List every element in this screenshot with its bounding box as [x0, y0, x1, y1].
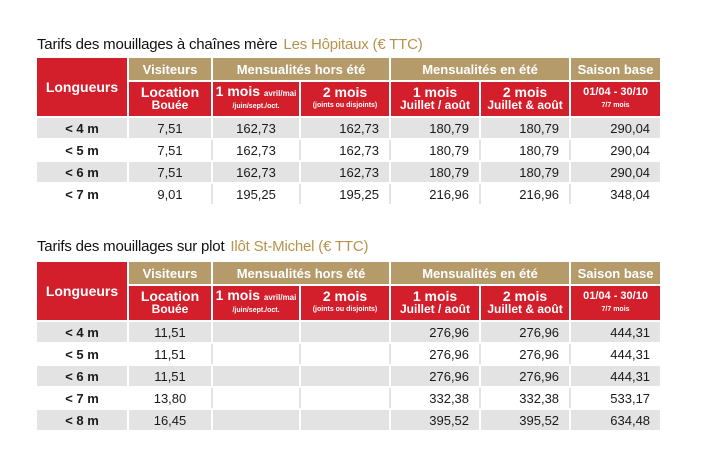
deux-mois-ete-label: 2 mois — [502, 84, 548, 100]
cell-hors1 — [212, 365, 300, 387]
cell-ete1: 332,38 — [390, 387, 480, 409]
cell-hors2: 162,73 — [300, 117, 390, 139]
joints-label: (joints ou disjoints) — [312, 102, 378, 109]
cell-ete2: 180,79 — [480, 139, 570, 161]
tariff-table-chaines — [37, 58, 660, 206]
cell-hors2 — [300, 365, 390, 387]
header-un-mois-ete — [390, 285, 480, 321]
saison-dates-label: 01/04 - 30/10 — [583, 290, 648, 302]
cell-ete1: 276,96 — [390, 365, 480, 387]
bouee-label: Bouée — [151, 98, 189, 112]
header-row-groups — [37, 262, 660, 285]
bouee-label: Bouée — [151, 302, 189, 316]
cell-ete2: 180,79 — [480, 117, 570, 139]
un-mois-ete-label: 1 mois — [412, 84, 458, 100]
cell-ete2: 216,96 — [480, 183, 570, 205]
cell-hors1 — [212, 409, 300, 431]
header-un-mois-hors — [212, 285, 300, 321]
cell-hors2: 162,73 — [300, 139, 390, 161]
cell-saison: 444,31 — [570, 343, 660, 365]
cell-hors2 — [300, 387, 390, 409]
table-row — [37, 409, 660, 431]
cell-saison: 634,48 — [570, 409, 660, 431]
cell-ete2: 276,96 — [480, 321, 570, 343]
cell-hors1: 162,73 — [212, 161, 300, 183]
juin-sept-oct-label: /juin/sept./oct. — [232, 103, 280, 110]
deux-mois-label: 2 mois — [322, 84, 368, 100]
cell-longueur: < 6 m — [37, 365, 128, 387]
avril-mai-label: avril/mai — [263, 89, 297, 98]
cell-visiteurs: 7,51 — [128, 161, 212, 183]
table-row — [37, 365, 660, 387]
cell-hors2 — [300, 409, 390, 431]
cell-ete2: 395,52 — [480, 409, 570, 431]
cell-ete1: 276,96 — [390, 321, 480, 343]
cell-saison: 444,31 — [570, 321, 660, 343]
cell-longueur: < 8 m — [37, 409, 128, 431]
cell-hors1 — [212, 321, 300, 343]
cell-hors1 — [212, 343, 300, 365]
header-row-details — [37, 285, 660, 321]
location-label: Location — [140, 288, 200, 304]
cell-hors2: 162,73 — [300, 161, 390, 183]
cell-longueur: < 6 m — [37, 161, 128, 183]
deux-mois-label: 2 mois — [322, 288, 368, 304]
cell-visiteurs: 13,80 — [128, 387, 212, 409]
cell-visiteurs: 7,51 — [128, 117, 212, 139]
header-row-details — [37, 81, 660, 117]
header-location — [128, 81, 212, 117]
cell-ete1: 276,96 — [390, 343, 480, 365]
saison-sub-label: 7/7 mois — [601, 102, 630, 109]
header-un-mois-hors — [212, 81, 300, 117]
header-saison-dates — [570, 81, 660, 117]
tariff-table-plot — [37, 262, 660, 432]
deux-mois-ete-label: 2 mois — [502, 288, 548, 304]
header-hors-ete: Mensualités hors été — [212, 58, 390, 81]
cell-saison: 290,04 — [570, 117, 660, 139]
un-mois-label: 1 mois — [215, 287, 260, 303]
cell-visiteurs: 9,01 — [128, 183, 212, 205]
header-hors-ete: Mensualités hors été — [212, 262, 390, 285]
cell-ete2: 276,96 — [480, 365, 570, 387]
avril-mai-label: avril/mai — [263, 293, 297, 302]
cell-ete1: 180,79 — [390, 139, 480, 161]
header-un-mois-ete — [390, 81, 480, 117]
table-row — [37, 321, 660, 343]
cell-longueur: < 4 m — [37, 117, 128, 139]
table-subtitle: Les Hôpitaux (€ TTC) — [283, 36, 423, 53]
saison-dates-label: 01/04 - 30/10 — [583, 86, 648, 98]
section-title — [37, 36, 423, 53]
cell-hors2: 195,25 — [300, 183, 390, 205]
header-deux-mois-ete — [480, 81, 570, 117]
table-title: Tarifs des mouillages à chaînes mère — [37, 36, 278, 53]
header-en-ete: Mensualités en été — [390, 262, 570, 285]
un-mois-label: 1 mois — [215, 83, 260, 99]
cell-ete2: 180,79 — [480, 161, 570, 183]
un-mois-ete-label: 1 mois — [412, 288, 458, 304]
header-en-ete: Mensualités en été — [390, 58, 570, 81]
header-location — [128, 285, 212, 321]
cell-hors1 — [212, 387, 300, 409]
table-subtitle: Ilôt St-Michel (€ TTC) — [230, 238, 369, 255]
cell-visiteurs: 11,51 — [128, 365, 212, 387]
section-title — [37, 238, 368, 255]
cell-saison: 533,17 — [570, 387, 660, 409]
cell-ete1: 395,52 — [390, 409, 480, 431]
header-row-groups — [37, 58, 660, 81]
juillet-aout-1-label: Juillet / août — [400, 98, 471, 112]
juin-sept-oct-label: /juin/sept./oct. — [232, 307, 280, 314]
cell-ete2: 276,96 — [480, 343, 570, 365]
header-deux-mois-hors — [300, 285, 390, 321]
table-row — [37, 117, 660, 139]
cell-visiteurs: 11,51 — [128, 343, 212, 365]
header-visiteurs: Visiteurs — [128, 262, 212, 285]
table-row — [37, 387, 660, 409]
cell-hors1: 162,73 — [212, 117, 300, 139]
table-title: Tarifs des mouillages sur plot — [37, 238, 225, 255]
cell-longueur: < 4 m — [37, 321, 128, 343]
header-saison: Saison base — [570, 262, 660, 285]
header-deux-mois-ete — [480, 285, 570, 321]
table-row — [37, 343, 660, 365]
cell-longueur: < 7 m — [37, 387, 128, 409]
location-label: Location — [140, 84, 200, 100]
cell-hors1: 162,73 — [212, 139, 300, 161]
juillet-aout-1-label: Juillet / août — [400, 302, 471, 316]
cell-hors2 — [300, 343, 390, 365]
header-longueurs: Longueurs — [37, 58, 128, 117]
table-row — [37, 161, 660, 183]
header-deux-mois-hors — [300, 81, 390, 117]
cell-hors2 — [300, 321, 390, 343]
header-saison-dates — [570, 285, 660, 321]
table-row — [37, 139, 660, 161]
cell-visiteurs: 16,45 — [128, 409, 212, 431]
juillet-aout-2-label: Juillet & août — [487, 98, 563, 112]
cell-ete1: 180,79 — [390, 117, 480, 139]
cell-visiteurs: 7,51 — [128, 139, 212, 161]
table-row — [37, 183, 660, 205]
cell-longueur: < 7 m — [37, 183, 128, 205]
cell-saison: 290,04 — [570, 139, 660, 161]
cell-saison: 444,31 — [570, 365, 660, 387]
cell-longueur: < 5 m — [37, 139, 128, 161]
header-longueurs: Longueurs — [37, 262, 128, 321]
header-visiteurs: Visiteurs — [128, 58, 212, 81]
juillet-aout-2-label: Juillet & août — [487, 302, 563, 316]
cell-hors1: 195,25 — [212, 183, 300, 205]
cell-longueur: < 5 m — [37, 343, 128, 365]
saison-sub-label: 7/7 mois — [601, 306, 630, 313]
cell-saison: 348,04 — [570, 183, 660, 205]
cell-ete2: 332,38 — [480, 387, 570, 409]
header-saison: Saison base — [570, 58, 660, 81]
cell-saison: 290,04 — [570, 161, 660, 183]
cell-visiteurs: 11,51 — [128, 321, 212, 343]
cell-ete1: 180,79 — [390, 161, 480, 183]
cell-ete1: 216,96 — [390, 183, 480, 205]
joints-label: (joints ou disjoints) — [312, 306, 378, 313]
